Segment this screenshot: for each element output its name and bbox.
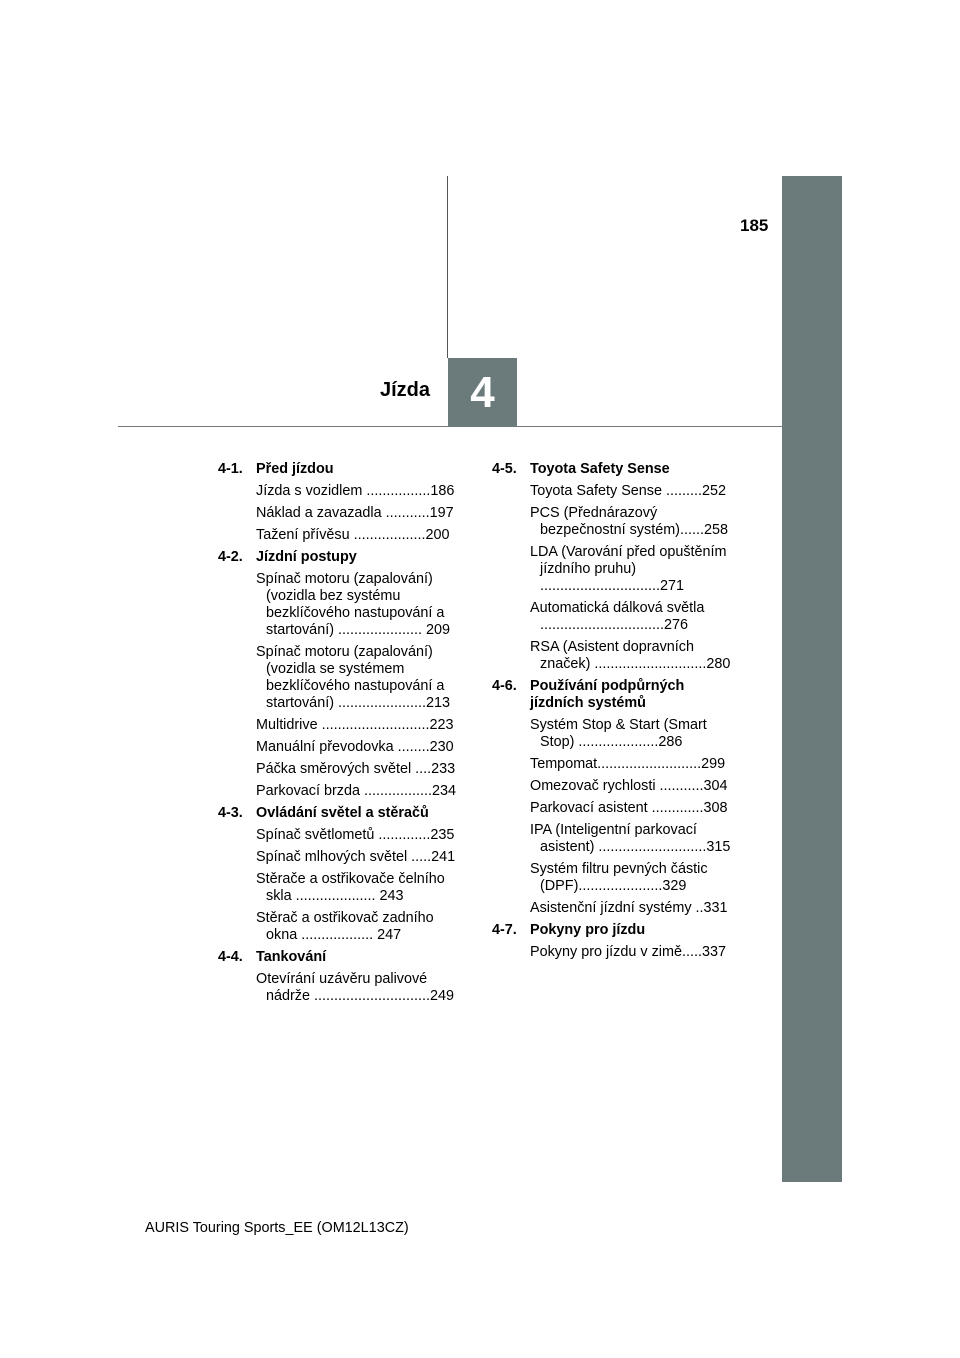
header-vertical-rule <box>447 176 448 358</box>
toc-entry[interactable]: Spínač motoru (zapalování) (vozidla bez systému bezklíčového nastupování a startování) ..................... 209 <box>256 571 450 638</box>
toc-section-number: 4-5. <box>492 461 517 477</box>
toc-section <box>492 922 739 961</box>
toc-entry[interactable]: RSA (Asistent dopravních značek) ............................280 <box>530 639 731 672</box>
toc-right-column <box>492 461 739 966</box>
toc-entry[interactable]: Asistenční jízdní systémy ..331 <box>530 900 728 916</box>
toc-entry[interactable]: Stěrač a ostřikovač zadního okna .................. 247 <box>256 910 434 943</box>
toc-entry[interactable]: PCS (Přednárazový bezpečnostní systém)......258 <box>530 505 728 538</box>
toc-section-number: 4-3. <box>218 805 243 821</box>
toc-entry[interactable]: Parkovací asistent .............308 <box>530 800 728 816</box>
page-number: 185 <box>740 216 769 235</box>
toc-section <box>218 949 466 1005</box>
toc-section-title[interactable]: Pokyny pro jízdu <box>530 922 646 938</box>
toc-entry[interactable]: Systém filtru pevných částic (DPF).....................329 <box>530 861 708 894</box>
toc-section <box>218 549 466 800</box>
footer-model-code: AURIS Touring Sports_EE (OM12L13CZ) <box>145 1220 409 1236</box>
toc-section-title[interactable]: Toyota Safety Sense <box>530 461 670 477</box>
chapter-number-box <box>448 358 517 427</box>
toc-entry[interactable]: Toyota Safety Sense .........252 <box>530 483 726 499</box>
toc-section-number: 4-1. <box>218 461 243 477</box>
toc-section-number: 4-2. <box>218 549 243 565</box>
toc-entry[interactable]: IPA (Inteligentní parkovací asistent) ...........................315 <box>530 822 731 855</box>
toc-left-column <box>218 461 466 1010</box>
toc-entry[interactable]: Náklad a zavazadla ...........197 <box>256 505 454 521</box>
toc-section-title[interactable]: Ovládání světel a stěračů <box>256 805 429 821</box>
chapter-title: Jízda <box>380 379 431 401</box>
toc-entry[interactable]: Tempomat..........................299 <box>530 756 726 772</box>
toc-entry[interactable]: Stěrače a ostřikovače čelního skla .................... 243 <box>256 871 445 904</box>
toc-section <box>218 805 466 944</box>
toc-entry[interactable]: Parkovací brzda .................234 <box>256 783 456 799</box>
toc-entry[interactable]: Spínač motoru (zapalování) (vozidla se systémem bezklíčového nastupování a startování) ......................213 <box>256 644 450 711</box>
toc-section-title[interactable]: Jízdní postupy <box>256 549 357 565</box>
toc-section-number: 4-6. <box>492 678 517 694</box>
toc-entry[interactable]: Otevírání uzávěru palivové nádrže .............................249 <box>256 971 454 1004</box>
chapter-side-tab <box>782 176 842 1182</box>
toc-entry[interactable]: Manuální převodovka ........230 <box>256 739 454 755</box>
toc-entry[interactable]: Spínač světlometů .............235 <box>256 827 455 843</box>
toc-section <box>218 461 466 544</box>
toc-entry[interactable]: Jízda s vozidlem ................186 <box>256 483 455 499</box>
toc-entry[interactable]: Spínač mlhových světel .....241 <box>256 849 456 865</box>
toc-entry[interactable]: Systém Stop & Start (Smart Stop) ....................286 <box>530 717 707 750</box>
toc-section-number: 4-7. <box>492 922 517 938</box>
toc-section-title[interactable]: Před jízdou <box>256 461 334 477</box>
toc-entry[interactable]: Pokyny pro jízdu v zimě.....337 <box>530 944 726 960</box>
toc-section-title[interactable]: Používání podpůrných jízdních systémů <box>530 678 685 711</box>
toc-section <box>492 461 739 673</box>
toc-section-title[interactable]: Tankování <box>256 949 327 965</box>
toc-entry[interactable]: Páčka směrových světel ....233 <box>256 761 456 777</box>
toc-entry[interactable]: Multidrive ...........................223 <box>256 717 454 733</box>
toc-entry[interactable]: Tažení přívěsu ..................200 <box>256 527 450 543</box>
toc-section <box>492 678 739 917</box>
chapter-number: 4 <box>470 367 495 417</box>
toc-entry[interactable]: LDA (Varování před opuštěním jízdního pruhu) ..............................271 <box>530 544 727 594</box>
toc-section-number: 4-4. <box>218 949 243 965</box>
toc-entry[interactable]: Omezovač rychlosti ...........304 <box>530 778 728 794</box>
toc-entry[interactable]: Automatická dálková světla ...............................276 <box>530 600 705 633</box>
